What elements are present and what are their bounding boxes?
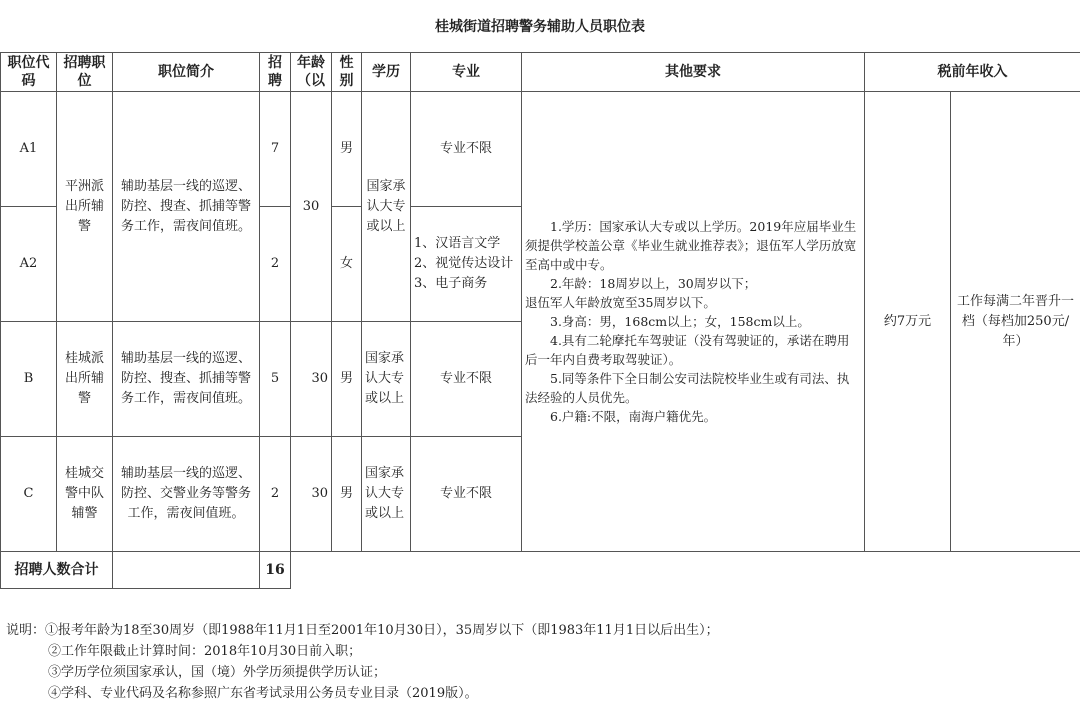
note: ③学历学位须国家承认，国（境）外学历须提供学历认证；	[48, 665, 387, 680]
age-cell: 30	[291, 437, 332, 552]
gender-cell: 男	[332, 92, 362, 207]
count-cell: 7	[260, 92, 291, 207]
requirement: 1.学历：国家承认大专或以上学历。2019年应届毕业生须提供学校盖公章《毕业生就业推荐表》；退伍军人学历放宽至高中或中专。	[525, 219, 857, 272]
header-row	[1, 53, 1080, 92]
header-edu: 学历	[362, 53, 411, 92]
code-cell: B	[1, 322, 57, 437]
intro-cell: 辅助基层一线的巡逻、防控、搜查、抓捕等警务工作，需夜间值班。	[113, 322, 260, 437]
header-other: 其他要求	[522, 53, 865, 92]
note: 说明：①报考年龄为18至30周岁（即1988年11月1日至2001年10月30日），35周岁以下（即1983年11月1日以后出生）；	[6, 623, 719, 638]
edu-cell: 国家承认大专或以上	[362, 322, 411, 437]
requirement: 2.年龄：18周岁以上，30周岁以下；	[550, 276, 757, 291]
age-cell: 30	[291, 92, 332, 322]
header-count: 招聘	[260, 53, 291, 92]
age-cell: 30	[291, 322, 332, 437]
header-position: 招聘职位	[57, 53, 113, 92]
header-income: 税前年收入	[865, 53, 1080, 92]
income-cell: 约7万元	[865, 92, 951, 552]
total-row	[1, 552, 1080, 589]
note: ②工作年限截止计算时间：2018年10月30日前入职；	[48, 644, 362, 659]
requirement: 6.户籍:不限，南海户籍优先。	[550, 409, 717, 424]
gender-cell: 女	[332, 207, 362, 322]
major-cell: 专业不限	[411, 92, 522, 207]
intro-cell: 辅助基层一线的巡逻、防控、搜查、抓捕等警务工作，需夜间值班。	[113, 92, 260, 322]
notes	[6, 620, 719, 704]
code-cell: C	[1, 437, 57, 552]
edu-cell: 国家承认大专或以上	[362, 92, 411, 322]
requirement: 4.具有二轮摩托车驾驶证（没有驾驶证的，承诺在聘用后一年内自费考取驾驶证）。	[525, 333, 850, 367]
position-cell: 桂城交警中队辅警	[57, 437, 113, 552]
header-gender: 性别	[332, 53, 362, 92]
positions-table	[0, 52, 1080, 589]
header-major: 专业	[411, 53, 522, 92]
gender-cell: 男	[332, 437, 362, 552]
major-cell: 1、汉语言文学 2、视觉传达设计 3、电子商务	[411, 207, 522, 322]
position-cell: 平洲派出所辅警	[57, 92, 113, 322]
requirement: 5.同等条件下全日制公安司法院校毕业生或有司法、执法经验的人员优先。	[525, 371, 850, 405]
total-value: 16	[260, 552, 291, 589]
code-cell: A1	[1, 92, 57, 207]
table-title: 桂城街道招聘警务辅助人员职位表	[435, 19, 645, 35]
major-cell: 专业不限	[411, 437, 522, 552]
position-cell: 桂城派出所辅警	[57, 322, 113, 437]
requirements-cell	[522, 92, 865, 552]
header-code: 职位代码	[1, 53, 57, 92]
count-cell: 5	[260, 322, 291, 437]
major-cell: 专业不限	[411, 322, 522, 437]
table-row	[1, 92, 1080, 207]
total-blank	[291, 552, 1080, 589]
requirement: 退伍军人年龄放宽至35周岁以下。	[525, 295, 716, 310]
edu-cell: 国家承认大专或以上	[362, 437, 411, 552]
requirement: 3.身高：男，168cm以上；女，158cm以上。	[550, 314, 810, 329]
raise-cell: 工作每满二年晋升一档（每档加250元/年）	[951, 92, 1080, 552]
total-empty	[113, 552, 260, 589]
count-cell: 2	[260, 207, 291, 322]
gender-cell: 男	[332, 322, 362, 437]
count-cell: 2	[260, 437, 291, 552]
header-age: 年龄（以	[291, 53, 332, 92]
code-cell: A2	[1, 207, 57, 322]
total-label: 招聘人数合计	[1, 552, 113, 589]
intro-cell: 辅助基层一线的巡逻、防控、交警业务等警务工作，需夜间值班。	[113, 437, 260, 552]
header-intro: 职位简介	[113, 53, 260, 92]
note: ④学科、专业代码及名称参照广东省考试录用公务员专业目录（2019版）。	[48, 686, 478, 701]
